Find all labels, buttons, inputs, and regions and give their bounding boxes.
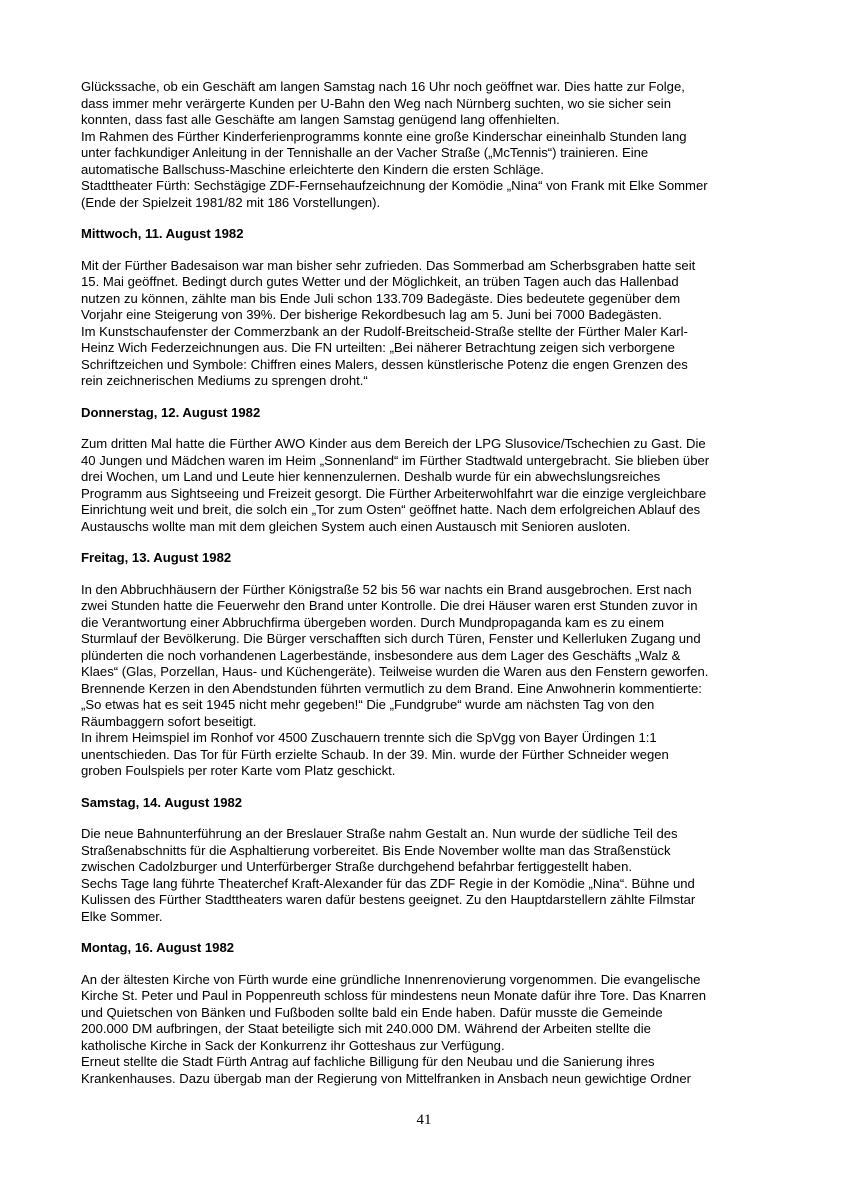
text-line: die Verantwortung einer Abbruchfirma übergeben worden. Durch Mundpropaganda kam es zu einem <box>81 614 665 630</box>
page-number: 41 <box>416 1112 432 1128</box>
date-heading: Samstag, 14. August 1982 <box>81 794 243 810</box>
text-line: In den Abbruchhäusern der Fürther Königstraße 52 bis 56 war nachts ein Brand ausgebrochen. Erst nach <box>81 581 692 597</box>
text-line: Programm aus Sightseeing und Freizeit gesorgt. Die Fürther Arbeiterwohlfahrt war die einzige vergleichbare <box>81 485 707 501</box>
text-line: Brennende Kerzen in den Abendstunden führten vermutlich zu dem Brand. Eine Anwohnerin kommentierte: <box>81 680 702 696</box>
paragraph <box>81 582 771 780</box>
paragraph <box>81 436 771 535</box>
text-line: 40 Jungen und Mädchen waren im Heim „Sonnenland“ im Fürther Stadtwald untergebracht. Sie blieben über <box>81 452 710 468</box>
text-line: drei Wochen, um Land und Leute hier kennenzulernen. Deshalb wurde für ein abwechslungsreiches <box>81 469 661 484</box>
text-line: Sturmlauf der Bevölkerung. Die Bürger verschafften sich durch Türen, Fenster und Kellerluken Zugang und <box>81 631 701 646</box>
text-line: konnten, dass fast alle Geschäfte am langen Samstag genügend lang offenhielten. <box>81 112 560 127</box>
text-line: Kirche St. Peter und Paul in Poppenreuth schloss für mindestens neun Monate dafür ihre Tore. Das Knarren <box>81 988 706 1003</box>
text-line: dass immer mehr verärgerte Kunden per U-Bahn den Weg nach Nürnberg suchten, wo sie sicher sein <box>81 95 671 111</box>
text-line: 200.000 DM aufbringen, der Staat beteiligte sich mit 240.000 DM. Während der Arbeiten stellte die <box>81 1021 651 1036</box>
text-line: Glückssache, ob ein Geschäft am langen Samstag nach 16 Uhr noch geöffnet war. Dies hatte zur Folge, <box>81 79 685 94</box>
date-heading: Mittwoch, 11. August 1982 <box>81 226 244 241</box>
text-line: nutzen zu können, zählte man bis Ende Juli schon 133.709 Badegäste. Dies bedeutete gegenüber dem <box>81 290 681 306</box>
text-line: plünderten die noch vorhandenen Lagerbestände, insbesondere aus dem Lager des Geschäfts „Walz & <box>81 647 681 663</box>
text-line: rein zeichnerischen Mediums zu sprengen droht.“ <box>81 373 368 388</box>
text-line: Klaes“ (Glas, Porzellan, Haus- und Küchengeräte). Teilweise wurden die Waren aus den Fenstern geworfen. <box>81 664 709 679</box>
date-heading: Donnerstag, 12. August 1982 <box>81 404 261 420</box>
text-line: In ihrem Heimspiel im Ronhof vor 4500 Zuschauern trennte sich die SpVgg von Bayer Ürdingen 1:1 <box>81 730 657 745</box>
text-line: zwischen Cadolzburger und Unterfürberger Straße durchgehend befahrbar fertiggestellt haben. <box>81 859 632 874</box>
paragraph <box>81 972 771 1088</box>
text-line: Vorjahr eine Steigerung von 39%. Der bisherige Rekordbesuch lag am 5. Juni bei 7000 Badegästen. <box>81 307 662 322</box>
text-line: Sechs Tage lang führte Theaterchef Kraft-Alexander für das ZDF Regie in der Komödie „Nina“. Bühne und <box>81 875 695 891</box>
text-line: Einrichtung weit und breit, die solch ein „Tor zum Osten“ geöffnet hatte. Nach dem erfolgreichen Ablauf des <box>81 502 701 517</box>
text-line: groben Foulspiels per roter Karte vom Platz geschickt. <box>81 763 396 778</box>
text-line: Elke Sommer. <box>81 908 163 924</box>
text-line: Schriftzeichen und Symbole: Chiffren eines Malers, dessen künstlerische Potenz die engen Grenzen des <box>81 356 688 372</box>
paragraph <box>81 79 771 211</box>
paragraph <box>81 826 771 925</box>
text-line: Kulissen des Fürther Stadttheaters waren dafür bestens geeignet. Zu den Hauptdarstellern zählte Filmstar <box>81 892 696 907</box>
text-line: Krankenhauses. Dazu übergab man der Regierung von Mittelfranken in Ansbach neun gewichtige Ordner <box>81 1070 691 1086</box>
text-line: Mit der Fürther Badesaison war man bisher sehr zufrieden. Das Sommerbad am Scherbsgraben hatte seit <box>81 257 696 273</box>
text-line: unentschieden. Das Tor für Fürth erzielte Schaub. In der 39. Min. wurde der Fürther Schneider wegen <box>81 746 669 762</box>
text-line: katholische Kirche in Sack der Konkurrenz ihr Gotteshaus zur Verfügung. <box>81 1037 505 1053</box>
text-line: Im Kunstschaufenster der Commerzbank an der Rudolf-Breitscheid-Straße stellte der Fürther Maler Karl- <box>81 323 688 339</box>
text-line: Heinz Wich Federzeichnungen aus. Die FN urteilten: „Bei näherer Betrachtung zeigen sich verborgene <box>81 340 675 355</box>
text-line: Die neue Bahnunterführung an der Breslauer Straße nahm Gestalt an. Nun wurde der südliche Teil des <box>81 826 678 841</box>
text-line: An der ältesten Kirche von Fürth wurde eine gründliche Innenrenovierung vorgenommen. Die evangelische <box>81 971 701 987</box>
text-line: Im Rahmen des Fürther Kinderferienprogramms konnte eine große Kinderschar eineinhalb Stunden lang <box>81 128 687 144</box>
date-heading: Montag, 16. August 1982 <box>81 940 235 955</box>
text-line: automatische Ballschuss-Maschine erleichterte den Kindern die ersten Schläge. <box>81 161 544 177</box>
text-line: Räumbaggern sofort beseitigt. <box>81 713 257 729</box>
text-line: unter fachkundiger Anleitung in der Tennishalle an der Vacher Straße („McTennis“) trainieren. Eine <box>81 145 649 160</box>
document-body <box>81 79 771 1087</box>
text-line: Stadttheater Fürth: Sechstägige ZDF-Fernsehaufzeichnung der Komödie „Nina“ von Frank mit Elke Sommer <box>81 178 708 193</box>
text-line: Straßenabschnitts für die Asphaltierung vorbereitet. Bis Ende November wollte man das Straßenstück <box>81 842 671 858</box>
text-line: „So etwas hat es seit 1945 nicht mehr gegeben!“ Die „Fundgrube“ wurde am nächsten Tag von den <box>81 697 655 712</box>
text-line: 15. Mai geöffnet. Bedingt durch gutes Wetter und der Möglichkeit, an trüben Tagen auch das Hallenbad <box>81 274 679 289</box>
text-line: Austauschs wollte man mit dem gleichen System auch einen Austausch mit Senioren ausloten. <box>81 518 631 534</box>
text-line: Zum dritten Mal hatte die Fürther AWO Kinder aus dem Bereich der LPG Slusovice/Tschechien zu Gast. Die <box>81 436 706 451</box>
text-line: zwei Stunden hatte die Feuerwehr den Brand unter Kontrolle. Die drei Häuser waren erst Stunden zuvor in <box>81 598 698 613</box>
paragraph <box>81 258 771 390</box>
text-line: Erneut stellte die Stadt Fürth Antrag auf fachliche Billigung für den Neubau und die Sanierung ihres <box>81 1054 655 1069</box>
text-line: (Ende der Spielzeit 1981/82 mit 186 Vorstellungen). <box>81 194 381 210</box>
date-heading: Freitag, 13. August 1982 <box>81 550 232 565</box>
text-line: und Quietschen von Bänken und Fußboden sollte bald ein Ende haben. Dafür musste die Gemeinde <box>81 1004 663 1020</box>
